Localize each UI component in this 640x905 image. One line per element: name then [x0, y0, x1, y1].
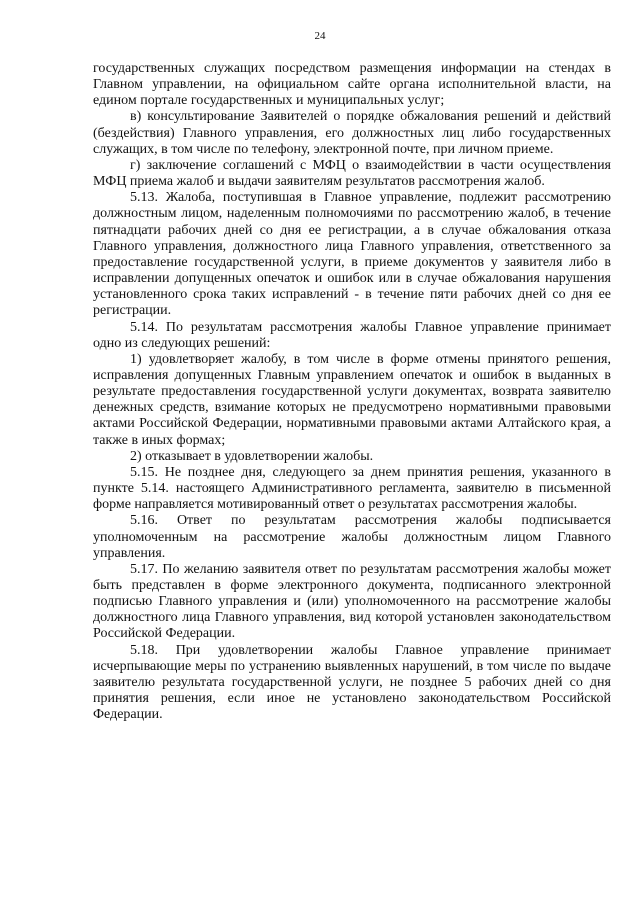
document-body [93, 61, 611, 723]
paragraph-continuation: государственных служащих посредством размещения информации на стендах в Главном управлении, на официальном сайте органа исполнительной власти, на едином портале государственных и муниципальных услуг; [93, 61, 611, 109]
paragraph-item-g: г) заключение соглашений с МФЦ о взаимодействии в части осуществления МФЦ приема жалоб и выдачи заявителям результатов рассмотрения жалоб. [93, 157, 611, 190]
paragraph-5-17: 5.17. По желанию заявителя ответ по результатам рассмотрения жалобы может быть представлен в форме электронного документа, подписанного электронной подписью Главного управления и (или) уполномоченного на рассмотрение жалобы должностного лица Главного управления, вид которой установлен законодательством Российской Федерации. [93, 561, 611, 642]
paragraph-5-15: 5.15. Не позднее дня, следующего за днем принятия решения, указанного в пункте 5.14. настоящего Административного регламента, заявителю в письменной форме направляется мотивированный ответ о результатах рассмотрения жалобы. [93, 464, 611, 513]
paragraph-5-13: 5.13. Жалоба, поступившая в Главное управление, подлежит рассмотрению должностным лицом, наделенным полномочиями по рассмотрению жалоб, в течение пятнадцати рабочих дней со дня ее регистрации, а в случае обжалования отказа Главного управления, должностного лица Главного управления, ответственного за предоставление государственной услуги, в приеме документов у заявителя либо в исправлении допущенных опечаток и ошибок или в случае обжалования нарушения установленного срока таких исправлений - в течение пяти рабочих дней со дня ее регистрации. [93, 190, 611, 319]
paragraph-item-v: в) консультирование Заявителей о порядке обжалования решений и действий (бездействия) Главного управления, его должностных лиц либо государственных служащих, в том числе по телефону, электронной почте, при личном приеме. [93, 109, 611, 157]
page-number: 24 [314, 30, 326, 42]
paragraph-decision-2: 2) отказывает в удовлетворении жалобы. [130, 448, 374, 464]
paragraph-5-18: 5.18. При удовлетворении жалобы Главное управление принимает исчерпывающие меры по устранению выявленных нарушений, в том числе по выдаче заявителю результата государственной услуги, не позднее 5 рабочих дней со дня принятия решения, если иное не установлено законодательством Российской Федерации. [93, 642, 611, 723]
paragraph-5-16: 5.16. Ответ по результатам рассмотрения жалобы подписывается уполномоченным на рассмотрение жалобы должностным лицом Главного управления. [93, 513, 611, 561]
paragraph-decision-1: 1) удовлетворяет жалобу, в том числе в форме отмены принятого решения, исправления допущенных Главным управлением опечаток и ошибок в выданных в результате предоставления государственной услуги документах, возврата заявителю денежных средств, взимание которых не предусмотрено нормативными правовыми актами Российской Федерации, нормативными правовыми актами Алтайского края, а также в иных формах; [93, 351, 611, 448]
paragraph-5-14: 5.14. По результатам рассмотрения жалобы Главное управление принимает одно из следующих решений: [93, 319, 611, 351]
